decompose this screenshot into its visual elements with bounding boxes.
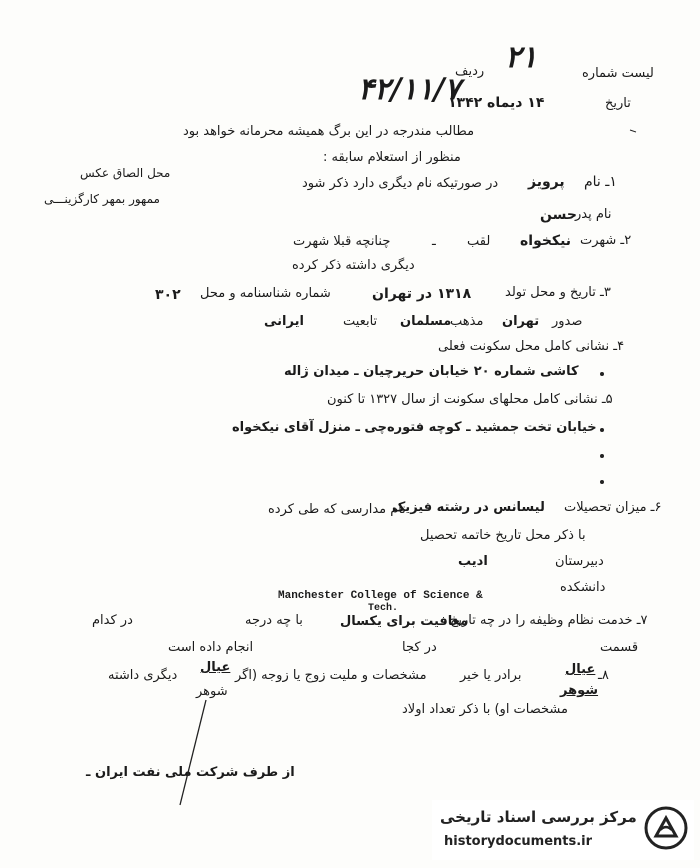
item4-value: کاشی شماره ۲۰ خیابان حریرچیان ـ میدان ژاله <box>284 364 579 379</box>
item8-value3: شوهر <box>560 683 599 698</box>
archive-number-handwritten: ۴۲/۱۱/۷ <box>358 72 461 107</box>
item1-value: پرویز <box>528 174 565 190</box>
religion-label: مذهب <box>450 314 484 329</box>
item6-note2: با ذکر محل تاریخ خاتمه تحصیل <box>420 528 586 543</box>
item3-id-value: ۳۰۲ <box>155 287 181 303</box>
university-label: دانشکده <box>560 580 606 595</box>
watermark-title: مرکز بررسی اسناد تاریخی <box>440 808 637 826</box>
item7-value: معافیت برای یکسال <box>340 614 469 629</box>
item6-value: لیسانس در رشته فیزیک <box>392 500 545 515</box>
item1-note: در صورتیکه نام دیگری دارد ذکر شود <box>302 176 499 191</box>
date-value: ۱۴ دیماه ۱۳۴۲ <box>448 95 545 111</box>
item7-label: ۷ـ خدمت نظام وظیفه را در چه تاریخ <box>450 613 648 628</box>
highschool-label: دبیرستان <box>555 554 604 569</box>
list-number-label: لیست شماره <box>582 66 654 81</box>
item7-note2: در کدام <box>92 613 133 628</box>
photo-box-stamp-note: ممهور بمهر کارگزینـــی <box>44 192 160 206</box>
issue-label: صدور <box>552 314 583 329</box>
item8-note4: شوهر <box>196 684 228 699</box>
father-label: نام پدر <box>575 207 612 222</box>
item3-id-label: شماره شناسنامه و محل <box>200 286 331 301</box>
item2-note1: چنانچه قبلا شهرت <box>293 234 391 249</box>
university-value-line2: Tech. <box>368 603 399 614</box>
item6-note: نام مدارسی که طی کرده <box>268 502 406 517</box>
company-footer: از طرف شرکت ملی نفت ایران ـ <box>86 765 295 780</box>
item3-label: ۳ـ تاریخ و محل تولد <box>505 285 611 300</box>
item7-note5: انجام داده است <box>168 640 254 655</box>
item7-note1: با چه درجه <box>245 613 303 628</box>
highschool-value: ادیب <box>458 554 488 569</box>
archive-logo-icon <box>644 806 688 850</box>
issue-value: تهران <box>502 314 540 329</box>
father-value: حسن <box>540 207 577 223</box>
university-value: Manchester College of Science & <box>278 590 483 602</box>
watermark-url: historydocuments.ir <box>444 834 593 849</box>
religion-value: مسلمان <box>400 314 452 329</box>
item8-note5: مشخصات او) با ذکر تعداد اولاد <box>402 702 568 717</box>
item2-title-label: لقب <box>467 234 491 249</box>
item6-label: ۶ـ میزان تحصیلات <box>564 500 662 515</box>
inquiry-purpose: منظور از استعلام سابقه : <box>323 150 461 165</box>
row-number-handwritten: ۲۱ <box>505 40 538 75</box>
watermark-box <box>432 800 694 860</box>
photo-box-label: محل الصاق عکس <box>80 166 171 180</box>
item2-value: نیکخواه <box>520 233 572 249</box>
item2-label: ۲ـ شهرت <box>580 233 632 248</box>
item8-value2: عیال <box>200 660 231 675</box>
item2-dash: ـ <box>432 234 436 249</box>
row-label: ردیف <box>455 64 485 79</box>
item8-label: ۸ـ <box>598 668 609 683</box>
nationality-value: ایرانی <box>264 314 304 329</box>
item5-label: ۵ـ نشانی کامل محلهای سکونت از سال ۱۳۲۷ تا کنون <box>327 392 613 407</box>
item2-note2: دیگری داشته ذکر کرده <box>292 258 415 273</box>
date-label: تاریخ <box>605 96 631 111</box>
item8-value: عیال <box>565 662 596 677</box>
item4-label: ۴ـ نشانی کامل محل سکونت فعلی <box>438 339 625 354</box>
item8-note3: دیگری داشته <box>108 668 178 683</box>
item1-label: ۱ـ نام <box>584 174 617 190</box>
item3-value: ۱۳۱۸ در تهران <box>372 286 472 302</box>
item5-value: خیابان تخت جمشید ـ کوچه فتوره‌چی ـ منزل آقای نیکخواه <box>232 420 597 435</box>
nationality-label: تابعیت <box>343 314 378 329</box>
item8-note1: برادر یا خیر <box>460 668 522 683</box>
item7-note4: در کجا <box>402 640 437 655</box>
confidential-notice: مطالب مندرجه در این برگ همیشه محرمانه خواهد بود <box>183 124 475 139</box>
item8-note2: مشخصات و ملیت زوج یا زوجه (اگر <box>235 668 427 683</box>
item7-note3: قسمت <box>600 640 639 655</box>
